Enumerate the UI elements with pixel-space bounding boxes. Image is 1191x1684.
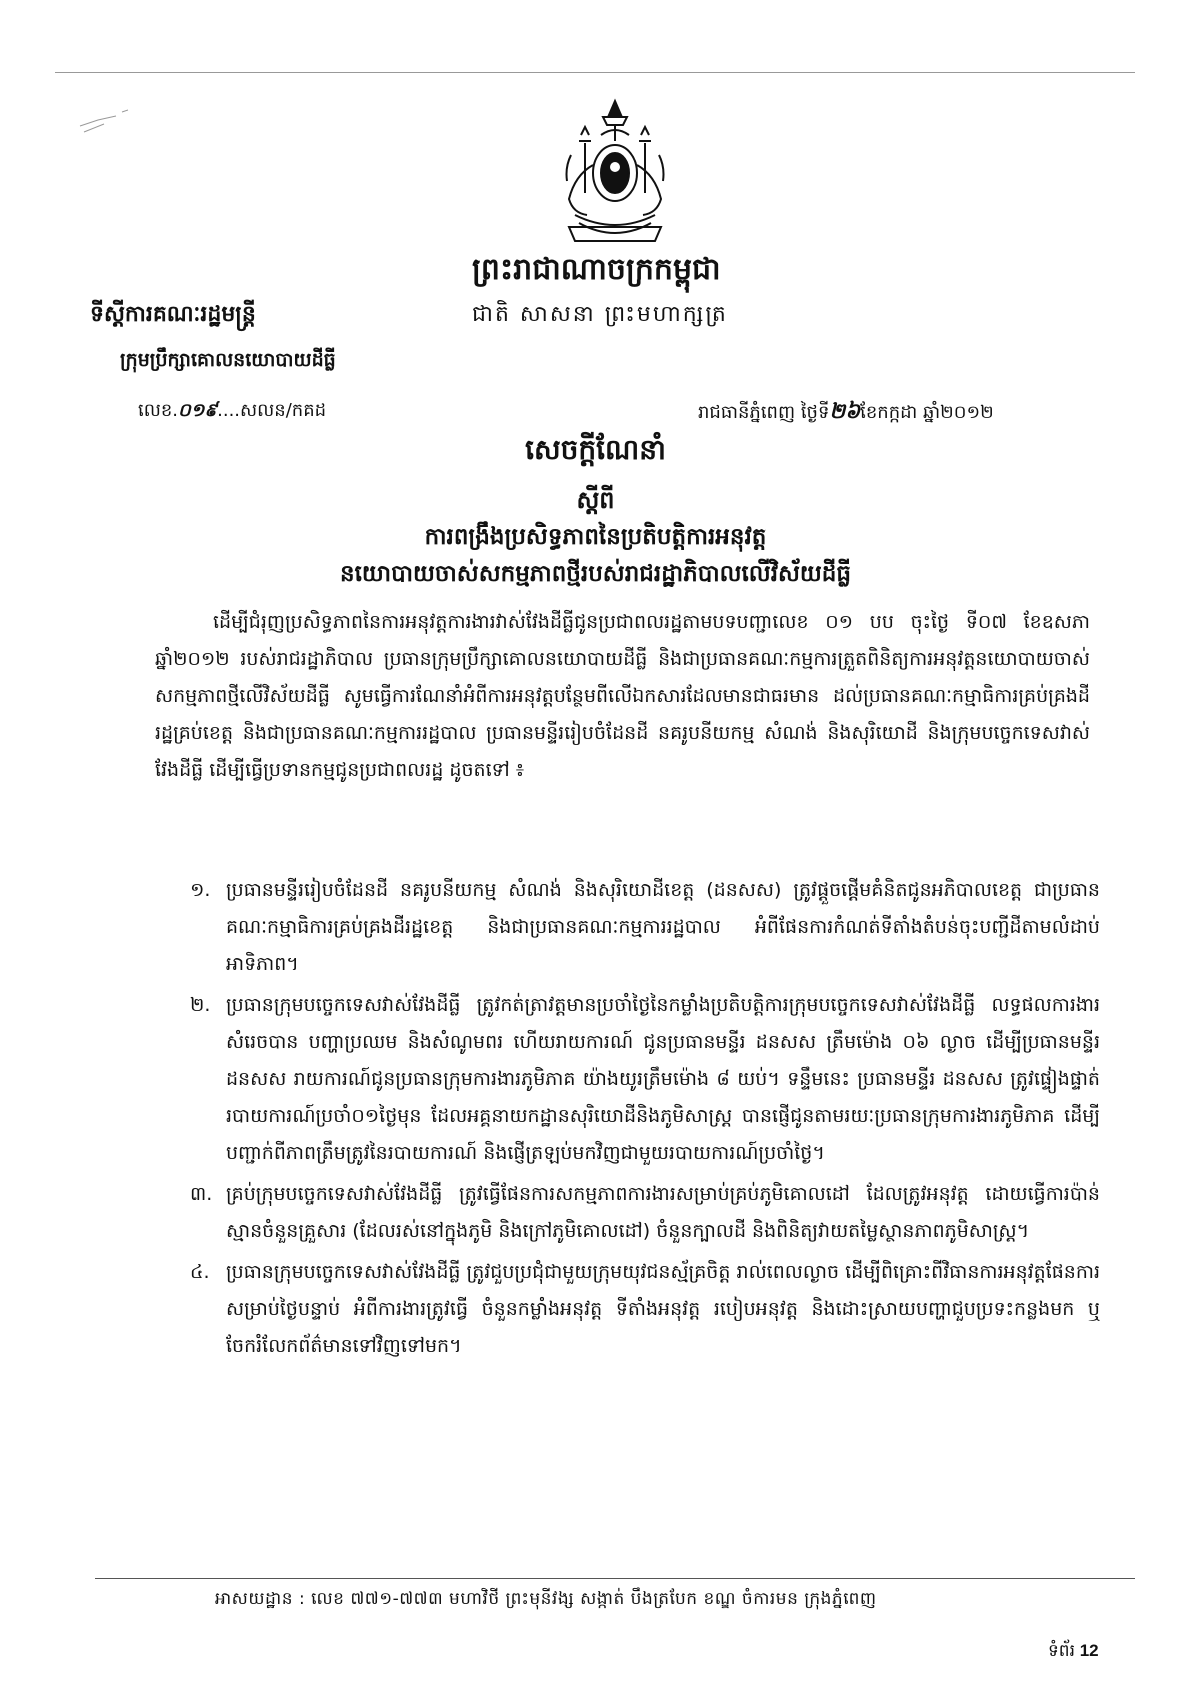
issuing-office: ទីស្តីការគណៈរដ្ឋមន្ត្រី	[90, 302, 256, 327]
list-item-text: គ្រប់ក្រុមបច្ចេកទេសវាស់វែងដីធ្លី ត្រូវធ្វើផែនការសកម្មភាពការងារសម្រាប់គ្រប់ភូមិគោលដៅ ដែលត្រូវអនុវត្ត ដោយធ្វើការប៉ាន់ស្មានចំនួនគ្រួសារ (ដែលរស់នៅក្នុងភូមិ និងក្រៅភូមិគោលដៅ) ចំនួនក្បាលដី និងពិនិត្យវាយតម្លៃស្ថានភាពភូមិសាស្ត្រ។	[226, 1183, 1100, 1242]
kingdom-name: ព្រះរាជាណាចក្រកម្ពុជា	[472, 252, 721, 287]
document-subtitle: ស្តីពី	[576, 486, 615, 514]
document-topic-line-1: ការពង្រឹងប្រសិទ្ធភាពនៃប្រតិបត្តិការអនុវត្ត	[424, 524, 767, 550]
list-item-number: ១.	[190, 879, 211, 901]
reference-handwritten-number: ០១៩	[178, 400, 218, 421]
reference-suffix: ....សលន/កគដ	[217, 400, 327, 421]
list-item-text: ប្រធានមន្ទីររៀបចំដែនដី នគរូបនីយកម្ម សំណង់ និងសុរិយោដីខេត្ត (ដនសស) ត្រូវផ្តួចផ្តើមគំនិតជូនអភិបាលខេត្ត ជាប្រធានគណៈកម្មាធិការគ្រប់គ្រងដីរដ្ឋខេត្ត និងជាប្រធានគណៈកម្មការរដ្ឋបាល អំពីផែនការកំណត់ទីតាំងតំបន់ចុះបញ្ជីដីតាមលំដាប់អាទិភាព។	[226, 879, 1100, 975]
instruction-list	[190, 872, 1100, 1369]
list-item	[190, 987, 1100, 1172]
committee-name: ក្រុមប្រឹក្សាគោលនយោបាយដីធ្លី	[120, 349, 336, 371]
list-item-text: ប្រធានក្រុមបច្ចេកទេសវាស់វែងដីធ្លី ត្រូវជួបប្រជុំជាមួយក្រុមយុវជនស្ម័គ្រចិត្ត រាល់ពេលល្ងាច ដើម្បីពិគ្រោះពីវិធានការអនុវត្តផែនការសម្រាប់ថ្ងៃបន្ទាប់ អំពីការងារត្រូវធ្វើ ចំនួនកម្លាំងអនុវត្ត ទីតាំងអនុវត្ត របៀបអនុវត្ត និងដោះស្រាយបញ្ហាជួបប្រទះកន្លងមក ឬចែករំលែកព័ត៌មានទៅវិញទៅមក។	[226, 1261, 1100, 1357]
list-item	[190, 1176, 1100, 1250]
document-topic-line-2: នយោបាយចាស់សកម្មភាពថ្មីរបស់រាជរដ្ឋាភិបាលលើវិស័យដីធ្លី	[340, 561, 851, 587]
scan-mark	[78, 108, 138, 138]
top-rule	[55, 72, 1135, 73]
list-item-number: ២.	[190, 994, 211, 1016]
list-item-text: ប្រធានក្រុមបច្ចេកទេសវាស់វែងដីធ្លី ត្រូវកត់ត្រាវត្តមានប្រចាំថ្ងៃនៃកម្លាំងប្រតិបត្តិការក្រុមបច្ចេកទេសវាស់វែងដីធ្លី លទ្ធផលការងារសំរេចបាន បញ្ហាប្រឈម និងសំណូមពរ ហើយរាយការណ៍ ជូនប្រធានមន្ទីរ ដនសស ត្រឹមម៉ោង ០៦ ល្ងាច ដើម្បីប្រធានមន្ទីរ ដនសស រាយការណ៍ជូនប្រធានក្រុមការងារភូមិភាគ យ៉ាងយូរត្រឹមម៉ោង ៨ យប់។ ទន្ទឹមនេះ ប្រធានមន្ទីរ ដនសស ត្រូវផ្ទៀងផ្ទាត់របាយការណ៍ប្រចាំ០១ថ្ងៃមុន ដែលអគ្គនាយកដ្ឋានសុរិយោដីនិងភូមិសាស្ត្រ បានផ្ញើជូនតាមរយៈប្រធានក្រុមការងារភូមិភាគ ដើម្បីបញ្ជាក់ពីភាពត្រឹមត្រូវនៃរបាយការណ៍ និងផ្ញើត្រឡប់មកវិញជាមួយរបាយការណ៍ប្រចាំថ្ងៃ។	[226, 994, 1100, 1164]
footer-address: អាសយដ្ឋាន : លេខ ៧៧១-៧៧៣ មហាវិថី ព្រះមុនីវង្ស សង្កាត់ បឹងត្របែក ខណ្ឌ ចំការមន ក្រុងភ្នំពេញ	[215, 1589, 877, 1609]
list-item-number: ៣.	[190, 1183, 213, 1205]
page-number-value: 12	[1079, 1641, 1099, 1660]
date-handwritten-day: ២៦	[829, 399, 861, 423]
date-line	[698, 398, 994, 429]
footer-rule	[95, 1578, 1135, 1579]
page-label: ទំព័រ	[1048, 1641, 1075, 1660]
document-title: សេចក្តីណែនាំ	[525, 433, 666, 466]
national-motto: ជាតិ សាសនា ព្រះមហាក្សត្រ	[472, 302, 728, 327]
page-number	[1048, 1640, 1099, 1665]
royal-arms-emblem-icon	[555, 95, 675, 250]
date-suffix: ខែកក្កដា ឆ្នាំ២០១២	[860, 402, 994, 423]
reference-prefix: លេខ.	[138, 400, 178, 421]
intro-paragraph: ដើម្បីជំរុញប្រសិទ្ធភាពនៃការអនុវត្តការងារវាស់វែងដីធ្លីជូនប្រជាពលរដ្ឋតាមបទបញ្ជាលេខ ០១ បប ចុះថ្ងៃ ទី០៧ ខែឧសភា ឆ្នាំ២០១២ របស់រាជរដ្ឋាភិបាល ប្រធានក្រុមប្រឹក្សាគោលនយោបាយដីធ្លី និងជាប្រធានគណៈកម្មការត្រួតពិនិត្យការអនុវត្តនយោបាយចាស់សកម្មភាពថ្មីលើវិស័យដីធ្លី សូមធ្វើការណែនាំអំពីការអនុវត្តបន្ថែមពីលើឯកសារដែលមានជាធរមាន ដល់ប្រធានគណៈកម្មាធិការគ្រប់គ្រងដីរដ្ឋគ្រប់ខេត្ត និងជាប្រធានគណៈកម្មការរដ្ឋបាល ប្រធានមន្ទីររៀបចំដែនដី នគរូបនីយកម្ម សំណង់ និងសុរិយោដី និងក្រុមបច្ចេកទេសវាស់វែងដីធ្លី ដើម្បីធ្វើប្រទានកម្មជូនប្រជាពលរដ្ឋ ដូចតទៅ ៖	[155, 611, 1090, 781]
date-prefix: រាជធានីភ្នំពេញ ថ្ងៃទី	[698, 402, 830, 423]
list-item	[190, 872, 1100, 983]
reference-number	[138, 398, 326, 425]
list-item	[190, 1254, 1100, 1365]
list-item-number: ៤.	[190, 1261, 210, 1283]
